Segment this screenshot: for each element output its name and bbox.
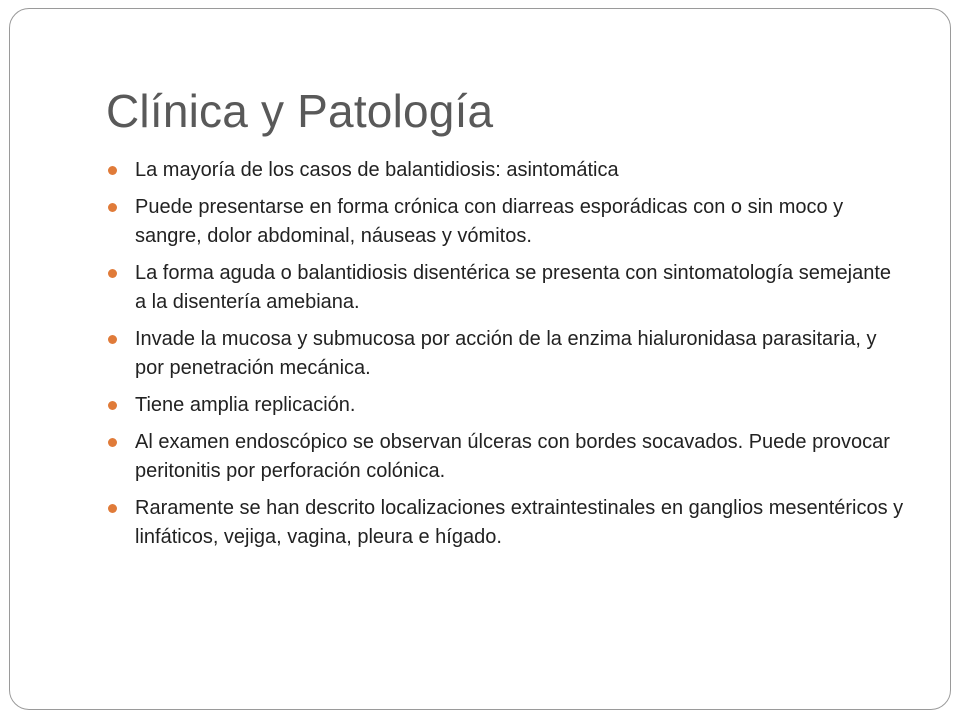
bullet-text: La mayoría de los casos de balantidiosis: asintomática (135, 159, 619, 181)
bullet-dot-icon (108, 166, 117, 175)
bullet-text: Puede presentarse en forma crónica con diarreas esporádicas con o sin moco y sangre, dolor abdominal, náuseas y vómitos. (135, 196, 844, 247)
bullet-dot-icon (108, 203, 117, 212)
bullet-text: Al examen endoscópico se observan úlceras con bordes socavados. Puede provocar peritonitis por perforación colónica. (135, 431, 890, 482)
list-item (106, 391, 906, 420)
bullet-dot-icon (108, 438, 117, 447)
bullet-text: Tiene amplia replicación. (135, 394, 356, 416)
bullet-dot-icon (108, 401, 117, 410)
list-item (106, 325, 906, 383)
bullet-text: Invade la mucosa y submucosa por acción de la enzima hialuronidasa parasitaria, y por penetración mecánica. (135, 328, 877, 379)
bullet-dot-icon (108, 504, 117, 513)
list-item (106, 259, 906, 317)
bullet-list (106, 156, 906, 560)
list-item (106, 156, 906, 185)
list-item (106, 494, 906, 552)
bullet-text: La forma aguda o balantidiosis disentérica se presenta con sintomatología semejante a la disentería amebiana. (135, 262, 892, 313)
bullet-dot-icon (108, 269, 117, 278)
list-item (106, 193, 906, 251)
list-item (106, 428, 906, 486)
slide-title: Clínica y Patología (106, 85, 494, 137)
bullet-text: Raramente se han descrito localizaciones extraintestinales en ganglios mesentéricos y linfáticos, vejiga, vagina, pleura e hígado. (135, 497, 904, 548)
bullet-dot-icon (108, 335, 117, 344)
